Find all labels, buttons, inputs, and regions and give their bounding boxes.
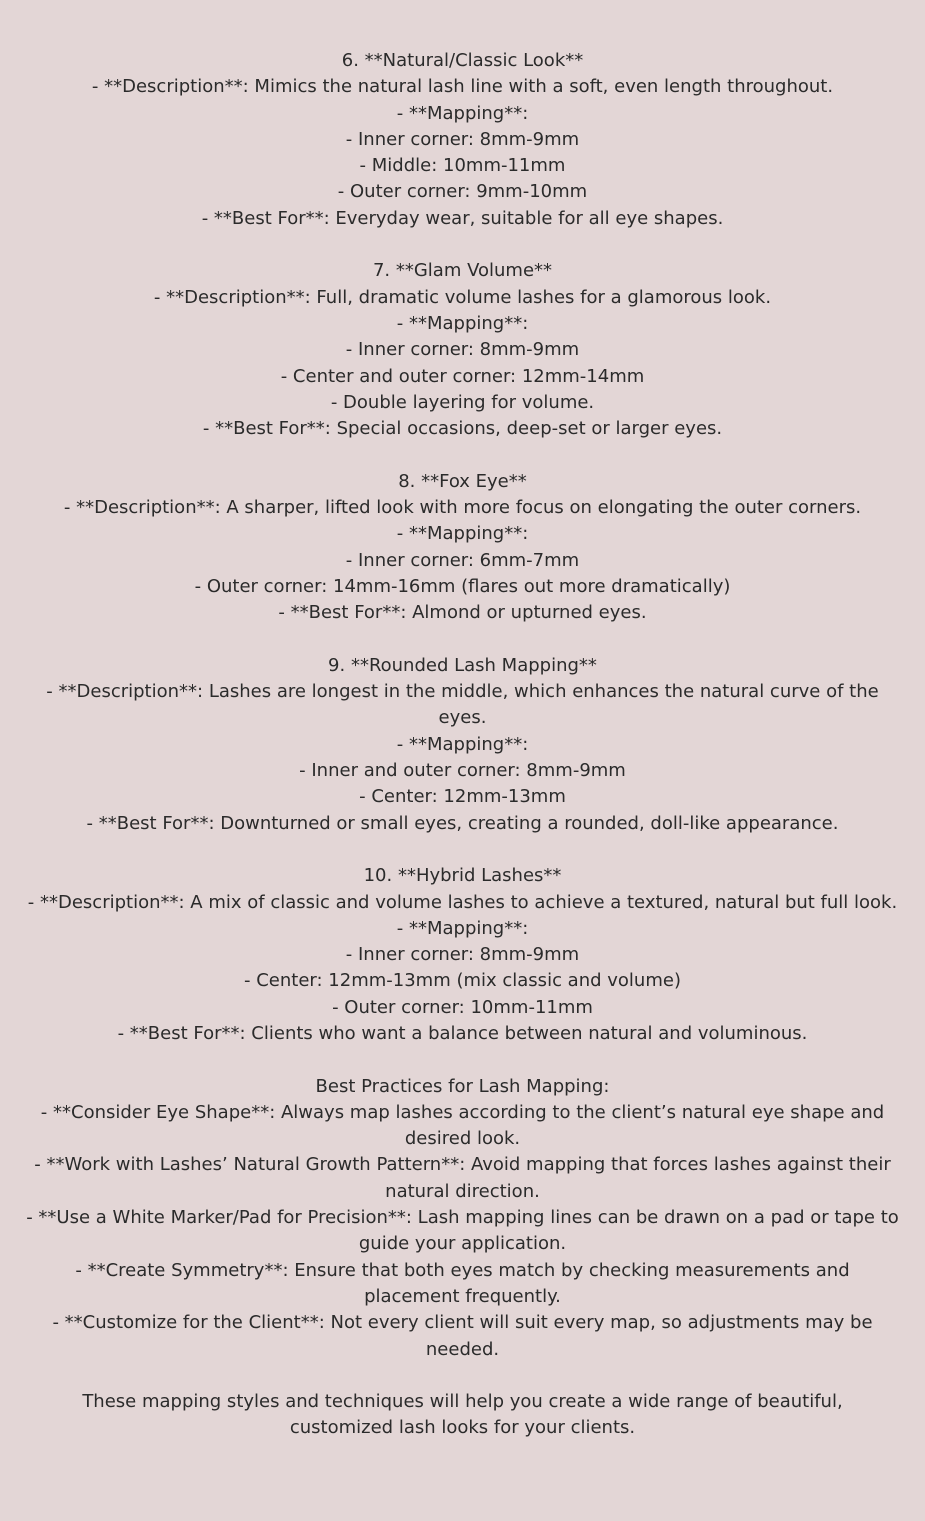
best-for: - **Best For**: Clients who want a balance between natural and voluminous. [117,1022,808,1044]
mapping-item: - Center: 12mm-13mm [359,786,566,808]
mapping-item: - Inner corner: 8mm-9mm [345,339,580,361]
mapping-item: - Middle: 10mm-11mm [359,155,566,177]
mapping-label: - **Mapping**: [396,102,529,124]
style-description: - **Description**: Lashes are longest in the middle, which enhances the natural curve of the eyes. [46,681,879,729]
best-for: - **Best For**: Downturned or small eyes, creating a rounded, doll-like appearance. [86,812,839,834]
style-title: 9. **Rounded Lash Mapping** [328,654,597,676]
style-title: 8. **Fox Eye** [398,470,527,492]
style-title: 6. **Natural/Classic Look** [341,50,584,71]
style-glam-volume [0,258,925,442]
mapping-item: - Outer corner: 10mm-11mm [332,996,593,1018]
mapping-item: - Center and outer corner: 12mm-14mm [280,365,645,387]
best-practice-item: - **Work with Lashes’ Natural Growth Pattern**: Avoid mapping that forces lashes against their natural direction. [34,1154,891,1202]
mapping-item: - Outer corner: 14mm-16mm (flares out more dramatically) [194,575,731,597]
closing-text: These mapping styles and techniques will help you create a wide range of beautiful, customized lash looks for your clients. [82,1391,843,1439]
style-natural-classic [0,48,925,232]
mapping-label: - **Mapping**: [396,523,529,545]
best-for: - **Best For**: Everyday wear, suitable for all eye shapes. [201,207,724,229]
mapping-item: - Center: 12mm-13mm (mix classic and volume) [244,970,681,992]
style-hybrid-lashes [0,863,925,1047]
style-description: - **Description**: A mix of classic and volume lashes to achieve a textured, natural but full look. [27,891,898,913]
style-description: - **Description**: A sharper, lifted look with more focus on elongating the outer corners. [63,497,862,519]
closing-paragraph [0,1389,925,1442]
style-description: - **Description**: Full, dramatic volume lashes for a glamorous look. [153,286,772,308]
best-practice-item: - **Customize for the Client**: Not every client will suit every map, so adjustments may be needed. [52,1312,873,1360]
mapping-item: - Inner corner: 8mm-9mm [345,944,580,966]
style-title: 7. **Glam Volume** [372,260,553,282]
mapping-item: - Inner corner: 8mm-9mm [345,128,580,150]
mapping-item: - Inner corner: 6mm-7mm [345,549,580,571]
best-practices [0,1074,925,1363]
mapping-label: - **Mapping**: [396,917,529,939]
mapping-item: - Inner and outer corner: 8mm-9mm [299,760,626,782]
mapping-label: - **Mapping**: [396,312,529,334]
style-title: 10. **Hybrid Lashes** [363,865,562,887]
mapping-item: - Double layering for volume. [330,391,595,413]
best-practice-item: - **Use a White Marker/Pad for Precision**: Lash mapping lines can be drawn on a pad or tape to guide your application. [26,1207,899,1255]
best-for: - **Best For**: Almond or upturned eyes. [278,602,647,624]
style-rounded-lash-mapping [0,653,925,837]
best-practice-item: - **Consider Eye Shape**: Always map lashes according to the client’s natural eye shape and desired look. [40,1101,885,1150]
best-for: - **Best For**: Special occasions, deep-set or larger eyes. [202,418,723,440]
best-practices-heading: Best Practices for Lash Mapping: [315,1075,610,1097]
best-practice-item: - **Create Symmetry**: Ensure that both eyes match by checking measurements and placement frequently. [75,1259,850,1307]
mapping-item: - Outer corner: 9mm-10mm [337,181,588,203]
style-description: - **Description**: Mimics the natural lash line with a soft, even length throughout. [91,76,834,98]
style-fox-eye [0,469,925,627]
mapping-label: - **Mapping**: [396,733,529,755]
